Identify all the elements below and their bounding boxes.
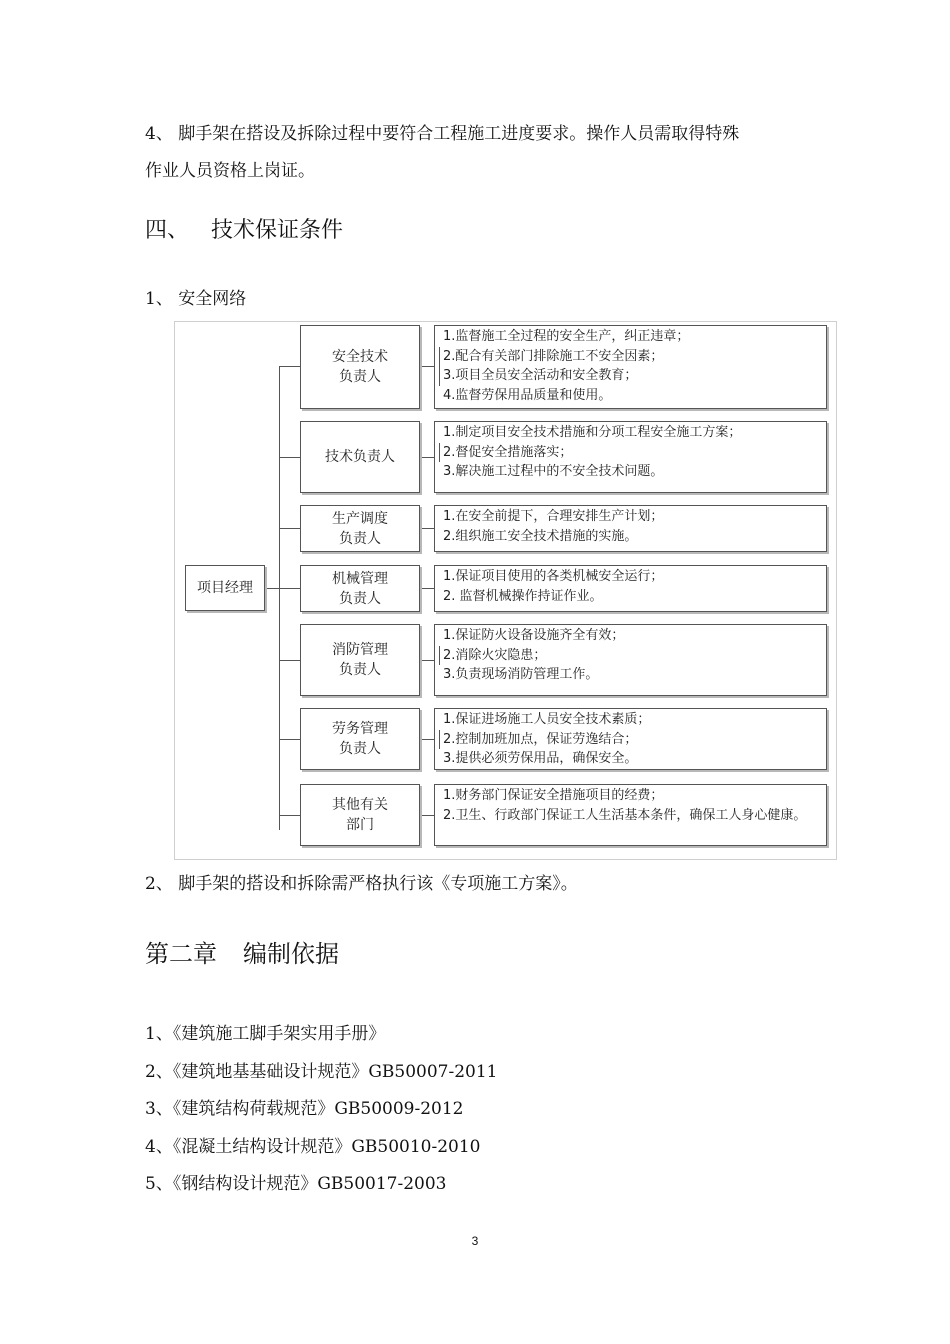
duty-box-safety-tech <box>434 325 827 409</box>
duty-box-labor <box>434 708 827 770</box>
duty-line: 3.项目全员安全活动和安全教育； <box>439 366 820 386</box>
project-manager-label: 项目经理 <box>197 580 253 596</box>
duty-box-fire <box>434 624 827 696</box>
reference-item: 2、《建筑地基基础设计规范》GB50007-2011 <box>145 1062 498 1082</box>
role-label: 安全技术 <box>332 349 388 365</box>
chapter-2-heading <box>145 940 339 968</box>
section-4-number: 四、 <box>145 218 190 243</box>
duty-line: 2.控制加班加点，保证劳逸结合； <box>439 730 820 750</box>
branch-line <box>279 588 300 589</box>
role-label: 其他有关 <box>332 797 388 813</box>
reference-item: 5、《钢结构设计规范》GB50017-2003 <box>145 1174 447 1194</box>
branch-line <box>279 739 300 740</box>
duty-line: 3.解决施工过程中的不安全技术问题。 <box>443 464 664 479</box>
trunk-line <box>279 366 280 830</box>
project-manager-box <box>185 565 265 611</box>
branch-line <box>279 457 300 458</box>
duty-line: 1.保证进场施工人员安全技术素质； <box>443 712 651 727</box>
item-2-text: 2、 脚手架的搭设和拆除需严格执行该《专项施工方案》。 <box>145 874 578 894</box>
chapter-2-number: 第二章 <box>145 940 217 968</box>
duty-line: 2.消除火灾隐患； <box>439 646 820 666</box>
duty-line: 4.监督劳保用品质量和使用。 <box>443 387 612 403</box>
connector <box>420 660 434 661</box>
item-1-safety-network: 1、 安全网络 <box>145 289 247 309</box>
connector <box>420 588 434 589</box>
duty-line: 2.组织施工安全技术措施的实施。 <box>443 528 638 544</box>
role-box-tech-lead <box>300 421 420 493</box>
role-box-production <box>300 505 420 552</box>
duty-line: 1.监督施工全过程的安全生产，纠正违章； <box>443 329 690 344</box>
role-box-safety-tech <box>300 325 420 409</box>
reference-item: 1、《建筑施工脚手架实用手册》 <box>145 1024 386 1044</box>
role-label: 负责人 <box>339 530 381 547</box>
duty-line: 3.提供必须劳保用品，确保安全。 <box>443 751 638 766</box>
duty-line: 2.卫生、行政部门保证工人生活基本条件，确保工人身心健康。 <box>443 807 807 823</box>
role-label: 负责人 <box>339 662 381 678</box>
connector <box>420 366 434 367</box>
role-label: 生产调度 <box>332 510 388 527</box>
branch-line <box>279 815 300 816</box>
section-4-title: 技术保证条件 <box>211 218 344 243</box>
duty-line: 1.制定项目安全技术措施和分项工程安全施工方案； <box>443 425 742 440</box>
root-connector <box>265 588 279 589</box>
role-box-fire <box>300 624 420 696</box>
paragraph-4-line-1: 4、 脚手架在搭设及拆除过程中要符合工程施工进度要求。操作人员需取得特殊 <box>145 124 740 144</box>
safety-network-diagram <box>174 321 837 860</box>
role-label: 部门 <box>346 817 374 833</box>
duty-box-other-depts <box>434 784 827 846</box>
duty-line: 1.财务部门保证安全措施项目的经费； <box>443 788 664 803</box>
role-box-labor <box>300 708 420 770</box>
connector <box>420 815 434 816</box>
duty-line: 2.督促安全措施落实； <box>439 443 820 463</box>
paragraph-4-line-2: 作业人员资格上岗证。 <box>145 161 315 181</box>
duty-line: 1.保证防火设备设施齐全有效； <box>443 628 625 643</box>
duty-box-tech-lead <box>434 421 827 493</box>
role-label: 负责人 <box>339 741 381 757</box>
branch-line <box>279 660 300 661</box>
branch-line <box>279 366 300 367</box>
duty-line: 2.配合有关部门排除施工不安全因素； <box>439 347 820 367</box>
role-box-machinery <box>300 565 420 612</box>
role-label: 消防管理 <box>332 642 388 658</box>
duty-line: 1.在安全前提下，合理安排生产计划； <box>443 509 664 524</box>
connector <box>420 739 434 740</box>
duty-box-production <box>434 505 827 552</box>
duty-line: 1.保证项目使用的各类机械安全运行； <box>443 569 664 584</box>
role-label: 劳务管理 <box>332 721 388 737</box>
role-box-other-depts <box>300 784 420 846</box>
duty-line: 3.负责现场消防管理工作。 <box>443 667 599 682</box>
connector <box>420 457 434 458</box>
duty-line: 2. 监督机械操作持证作业。 <box>443 588 603 604</box>
role-label: 负责人 <box>339 590 381 607</box>
branch-line <box>279 528 300 529</box>
connector <box>420 528 434 529</box>
chapter-2-title: 编制依据 <box>243 940 339 968</box>
section-4-heading <box>145 218 343 244</box>
role-label: 机械管理 <box>332 570 388 587</box>
role-label: 负责人 <box>339 369 381 385</box>
role-label: 技术负责人 <box>325 449 395 465</box>
page-number: 3 <box>471 1234 479 1248</box>
reference-item: 3、《建筑结构荷载规范》GB50009-2012 <box>145 1099 464 1119</box>
duty-box-machinery <box>434 565 827 612</box>
reference-item: 4、《混凝土结构设计规范》GB50010-2010 <box>145 1137 481 1157</box>
